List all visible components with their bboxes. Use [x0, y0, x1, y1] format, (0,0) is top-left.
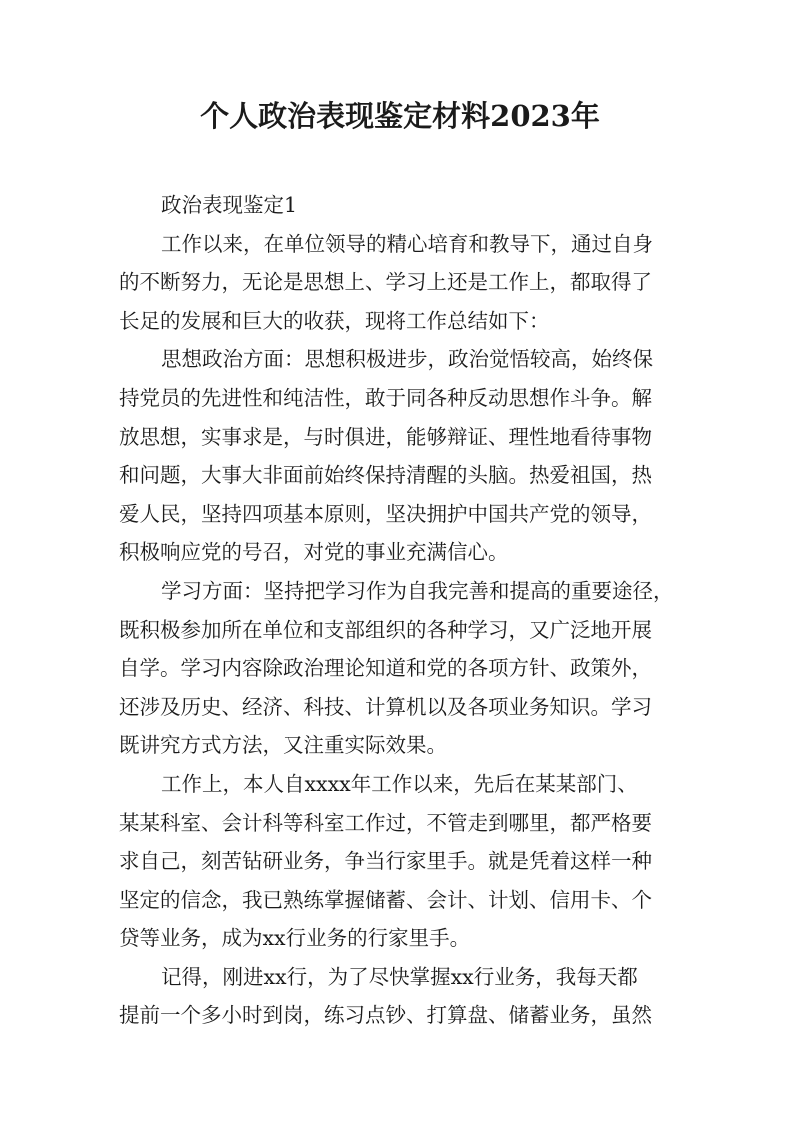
paragraph-line: 爱人民，坚持四项基本原则，坚决拥护中国共产党的领导，	[119, 501, 652, 526]
paragraph-first-line: 工作上，本人自xxxx年工作以来，先后在某某部门、	[161, 771, 638, 796]
paragraph-line: 某某科室、会计科等科室工作过，不管走到哪里，都严格要	[119, 810, 652, 835]
document-title: 个人政治表现鉴定材料2023年	[200, 99, 600, 133]
paragraph-line: 贷等业务，成为xx行业务的行家里手。	[119, 926, 471, 951]
paragraph-first-line: 工作以来，在单位领导的精心培育和教导下，通过自身	[161, 231, 653, 256]
paragraph-line: 坚定的信念，我已熟练掌握储蓄、会计、计划、信用卡、个	[119, 887, 652, 912]
paragraph-line: 求自己，刻苦钻研业务，争当行家里手。就是凭着这样一种	[119, 849, 652, 874]
paragraph-line: 放思想，实事求是，与时俱进，能够辩证、理性地看待事物	[119, 424, 652, 449]
paragraph-line: 的不断努力，无论是思想上、学习上还是工作上，都取得了	[119, 270, 652, 295]
paragraph-line: 提前一个多小时到岗，练习点钞、打算盘、储蓄业务，虽然	[119, 1003, 652, 1028]
paragraph-first-line: 学习方面：坚持把学习作为自我完善和提高的重要途径，	[161, 578, 674, 603]
paragraph-line: 持党员的先进性和纯洁性，敢于同各种反动思想作斗争。解	[119, 385, 652, 410]
paragraph-line: 既积极参加所在单位和支部组织的各种学习，又广泛地开展	[119, 617, 652, 642]
paragraph-line: 和问题，大事大非面前始终保持清醒的头脑。热爱祖国，热	[119, 463, 652, 488]
paragraph-first-line: 思想政治方面：思想积极进步，政治觉悟较高，始终保	[161, 347, 653, 372]
paragraph-first-line: 政治表现鉴定1	[161, 193, 298, 217]
paragraph-line: 还涉及历史、经济、科技、计算机以及各项业务知识。学习	[119, 694, 652, 719]
paragraph-line: 自学。学习内容除政治理论知道和党的各项方针、政策外，	[119, 656, 652, 681]
paragraph-line: 积极响应党的号召，对党的事业充满信心。	[119, 540, 509, 565]
paragraph-first-line: 记得，刚进xx行，为了尽快掌握xx行业务，我每天都	[161, 964, 638, 989]
document-body	[119, 186, 684, 1035]
paragraph-line: 长足的发展和巨大的收获，现将工作总结如下：	[119, 308, 550, 333]
paragraph-line: 既讲究方式方法，又注重实际效果。	[119, 733, 447, 758]
